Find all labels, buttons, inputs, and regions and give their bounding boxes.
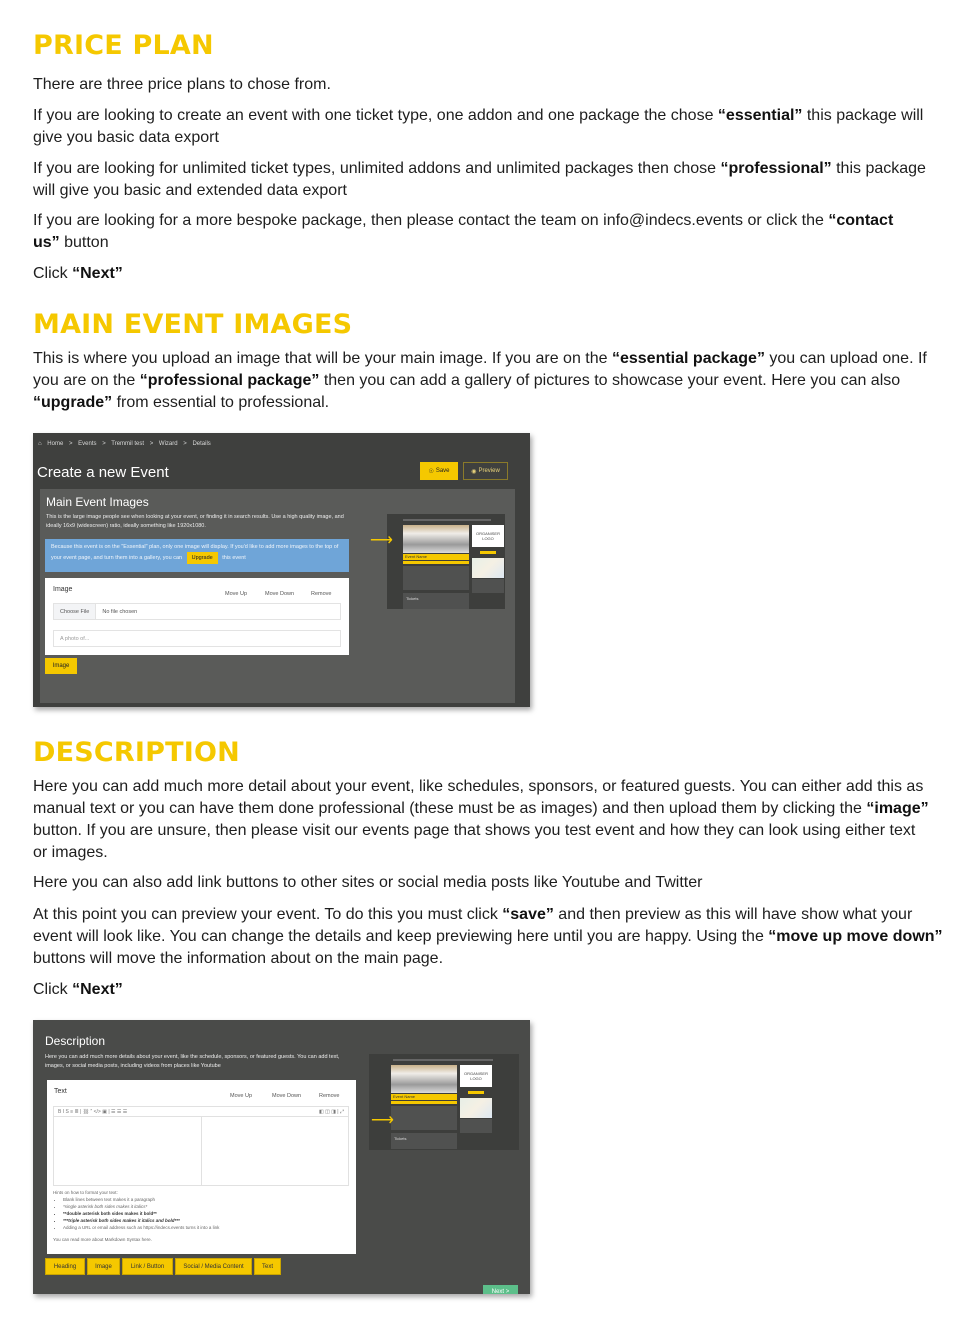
add-text-button[interactable]: Text <box>254 1258 281 1275</box>
move-down-button[interactable]: Move Down <box>272 1093 302 1099</box>
choose-file-button[interactable]: Choose File <box>54 604 96 619</box>
price-plan-professional: If you are looking for unlimited ticket types, unlimited addons and unlimited packages then chose “professional” this package will give you basic and extended data export <box>33 160 926 199</box>
arrow-icon: ⟶ <box>370 532 393 549</box>
add-image-button[interactable]: Image <box>87 1258 120 1275</box>
price-plan-intro: There are three price plans to chose from. <box>33 76 331 93</box>
eye-icon: ◉ <box>471 468 477 475</box>
add-image-button[interactable]: Image <box>45 658 77 674</box>
description-paragraph-2: Here you can also add link buttons to other sites or social media posts like Youtube and Twitter <box>33 874 703 891</box>
upgrade-button[interactable]: Upgrade <box>187 552 218 564</box>
file-input[interactable] <box>53 603 341 620</box>
preview-follow-button <box>480 551 496 554</box>
hint-item: • Blank lines between text makes it a paragraph <box>63 1196 349 1203</box>
preview-description-box <box>391 1106 457 1130</box>
panel-title: Main Event Images <box>46 495 149 509</box>
preview-follow-button <box>468 1091 484 1094</box>
formatting-toolbar-buttons[interactable]: B I S ≡ ≣ | ⛓ ” </> ▣ | ☰ ☰ ☰ <box>58 1108 128 1115</box>
preview-description-box <box>403 566 469 590</box>
preview-tickets-box: Tickets <box>391 1133 457 1149</box>
page-title: Create a new Event <box>37 464 169 481</box>
move-up-button[interactable]: Move Up <box>230 1093 253 1099</box>
add-heading-button[interactable]: Heading <box>45 1258 85 1275</box>
preview-map <box>472 558 504 578</box>
editor-preview-pane <box>202 1117 348 1186</box>
editor-input-pane[interactable] <box>54 1117 202 1186</box>
caption-input[interactable] <box>53 630 341 647</box>
move-up-button[interactable]: Move Up <box>225 591 248 597</box>
description-click-next: Click “Next” <box>33 981 123 998</box>
screenshot-description <box>33 1020 530 1294</box>
preview-organiser-logo: ORGANISER LOGO <box>460 1065 492 1087</box>
main-images-panel <box>40 489 515 703</box>
move-down-button[interactable]: Move Down <box>265 591 295 597</box>
breadcrumb-events[interactable]: Events <box>78 441 97 447</box>
image-card <box>45 578 349 655</box>
preview-event-name: Event Name <box>403 554 469 560</box>
breadcrumb-separator: > <box>102 441 106 447</box>
hint-item: • **double asterisk both sides makes it bold** <box>63 1210 349 1217</box>
preview-hero-image <box>391 1065 457 1093</box>
event-page-preview <box>387 514 505 609</box>
breadcrumb-event[interactable]: Tremmil test <box>111 441 145 447</box>
preview-date-bar <box>403 561 469 564</box>
breadcrumb-home[interactable]: Home <box>47 441 64 447</box>
remove-button[interactable]: Remove <box>319 1093 340 1099</box>
formatting-hints <box>53 1189 349 1243</box>
hint-item: • Adding a URL or email address such as https://indecs.events turns it into a link <box>63 1224 349 1231</box>
breadcrumb-details: Details <box>192 441 211 447</box>
next-button[interactable]: Next > <box>483 1285 518 1294</box>
home-icon: ⌂ <box>38 441 42 447</box>
arrow-icon: ⟶ <box>371 1112 394 1129</box>
preview-hero-image <box>403 525 469 553</box>
preview-organiser-logo: ORGANISER LOGO <box>472 525 504 547</box>
description-paragraph-1: Here you can add much more detail about your event, like schedules, sponsors, or featured guests. You can either add this as manual text or you can have them done professional (these must be as images) and then upload them by clicking the “image” button. If you are unsure, then please visit our events page that shows you test event and how they can look using either text or images. <box>33 778 929 861</box>
price-plan-click-next: Click “Next” <box>33 265 123 282</box>
price-plan-heading: PRICE PLAN <box>33 30 214 61</box>
text-card <box>47 1080 356 1254</box>
text-card-label: Text <box>54 1088 67 1095</box>
hints-title: Hints on how to format your text: <box>53 1190 118 1195</box>
panel-description: Here you can add much more details about your event, like the schedule, sponsors, or featured guests. You can add text, images, or social media posts, including videos from places like Youtube <box>45 1054 340 1069</box>
breadcrumb-separator: > <box>149 441 154 447</box>
description-paragraph-3: At this point you can preview your event. To do this you must click “save” and then preview as this will have show what your event will look like. You can change the details and keep previewing here until you are happy. Using the “move up move down” buttons will move the information about on the main page. <box>33 906 943 967</box>
main-images-paragraph: This is where you upload an image that will be your main image. If you are on the “essential package” you can upload one. If you are on the “professional package” then you can add a gallery of pictures to showcase your event. Here you can also “upgrade” from essential to professional. <box>33 350 927 411</box>
preview-event-name: Event Name <box>391 1094 457 1100</box>
main-images-heading: MAIN EVENT IMAGES <box>33 309 353 340</box>
view-toggle-buttons[interactable]: ◧ ◫ ◨ | ⤢ <box>318 1108 344 1115</box>
editor-toolbar <box>54 1107 348 1117</box>
preview-date-bar <box>391 1101 457 1104</box>
caption-placeholder: A photo of... <box>60 635 90 642</box>
save-icon: ☉ <box>428 468 434 475</box>
breadcrumb-wizard[interactable]: Wizard <box>158 441 178 447</box>
image-card-label: Image <box>53 586 73 593</box>
preview-address <box>460 1119 492 1133</box>
markdown-syntax-link[interactable]: You can read more about Markdown Syntax here. <box>53 1237 152 1242</box>
hint-item: • *single asterisk both sides makes it italics* <box>63 1203 349 1210</box>
preview-navbar <box>403 519 491 521</box>
markdown-editor[interactable] <box>53 1106 349 1186</box>
save-button[interactable]: ☉ Save <box>420 462 458 480</box>
add-social-media-button[interactable]: Social / Media Content <box>175 1258 252 1275</box>
add-link-button[interactable]: Link / Button <box>122 1258 173 1275</box>
hint-item: • ***triple asterisk both sides makes it italics and bold*** <box>63 1217 349 1224</box>
preview-button[interactable]: ◉ Preview <box>463 462 508 480</box>
preview-tickets-box: Tickets <box>403 593 469 609</box>
description-heading: DESCRIPTION <box>33 737 240 768</box>
remove-button[interactable]: Remove <box>311 591 332 597</box>
screenshot-main-event-images <box>33 433 530 707</box>
preview-address <box>472 579 504 593</box>
event-page-preview <box>369 1054 519 1150</box>
preview-navbar <box>393 1059 493 1061</box>
breadcrumb-separator: > <box>183 441 187 447</box>
breadcrumb <box>38 441 215 447</box>
price-plan-bespoke: If you are looking for a more bespoke package, then please contact the team on info@indecs.events or click the “contact us” button <box>33 212 894 251</box>
preview-map <box>460 1098 492 1118</box>
panel-title: Description <box>45 1034 106 1048</box>
breadcrumb-separator: > <box>68 441 73 447</box>
panel-description: This is the large image people see when looking at your event, or finding it in search results. Use a high quality image, and ideally 16x9 (widescreen) ratio, ideally something like 1920x1080. <box>46 514 344 529</box>
price-plan-essential: If you are looking to create an event with one ticket type, one addon and one package the chose “essential” this package will give you basic data export <box>33 107 924 146</box>
upgrade-alert: Because this event is on the "Essential" plan, only one image will display. If you'd like to add more images to the top of your event page, and turn them into a gallery, you can Upgrade this event <box>45 539 349 572</box>
file-status: No file chosen <box>102 608 138 615</box>
